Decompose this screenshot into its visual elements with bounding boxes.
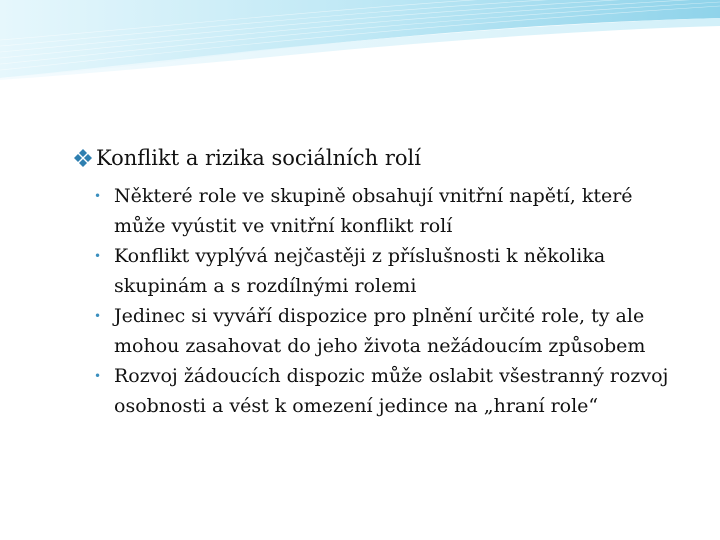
slide-content [72, 143, 702, 421]
list-item [94, 301, 684, 361]
list-item [94, 361, 684, 421]
bullet-dot-icon: • [94, 309, 102, 323]
bullet-dot-icon: • [94, 249, 102, 263]
bullet-text: Jedinec si vyváří dispozice pro plnění určité role, ty ale mohou zasahovat do jeho života nežádoucím způsobem [114, 305, 646, 357]
bullet-list [72, 181, 702, 421]
header-wave-decoration [0, 0, 720, 80]
diamond-cluster-icon [72, 147, 94, 169]
bullet-dot-icon: • [94, 189, 102, 203]
heading-text: Konflikt a rizika sociálních rolí [96, 146, 421, 170]
list-item [94, 241, 684, 301]
bullet-text: Některé role ve skupině obsahují vnitřní napětí, které může vyústit ve vnitřní konflikt rolí [114, 185, 633, 237]
bullet-dot-icon: • [94, 369, 102, 383]
bullet-text: Rozvoj žádoucích dispozic může oslabit všestranný rozvoj osobnosti a vést k omezení jedince na „hraní role“ [114, 365, 669, 417]
list-item [94, 181, 684, 241]
bullet-text: Konflikt vyplývá nejčastěji z příslušnosti k několika skupinám a s rozdílnými rolemi [114, 245, 606, 297]
slide-heading [72, 143, 702, 173]
